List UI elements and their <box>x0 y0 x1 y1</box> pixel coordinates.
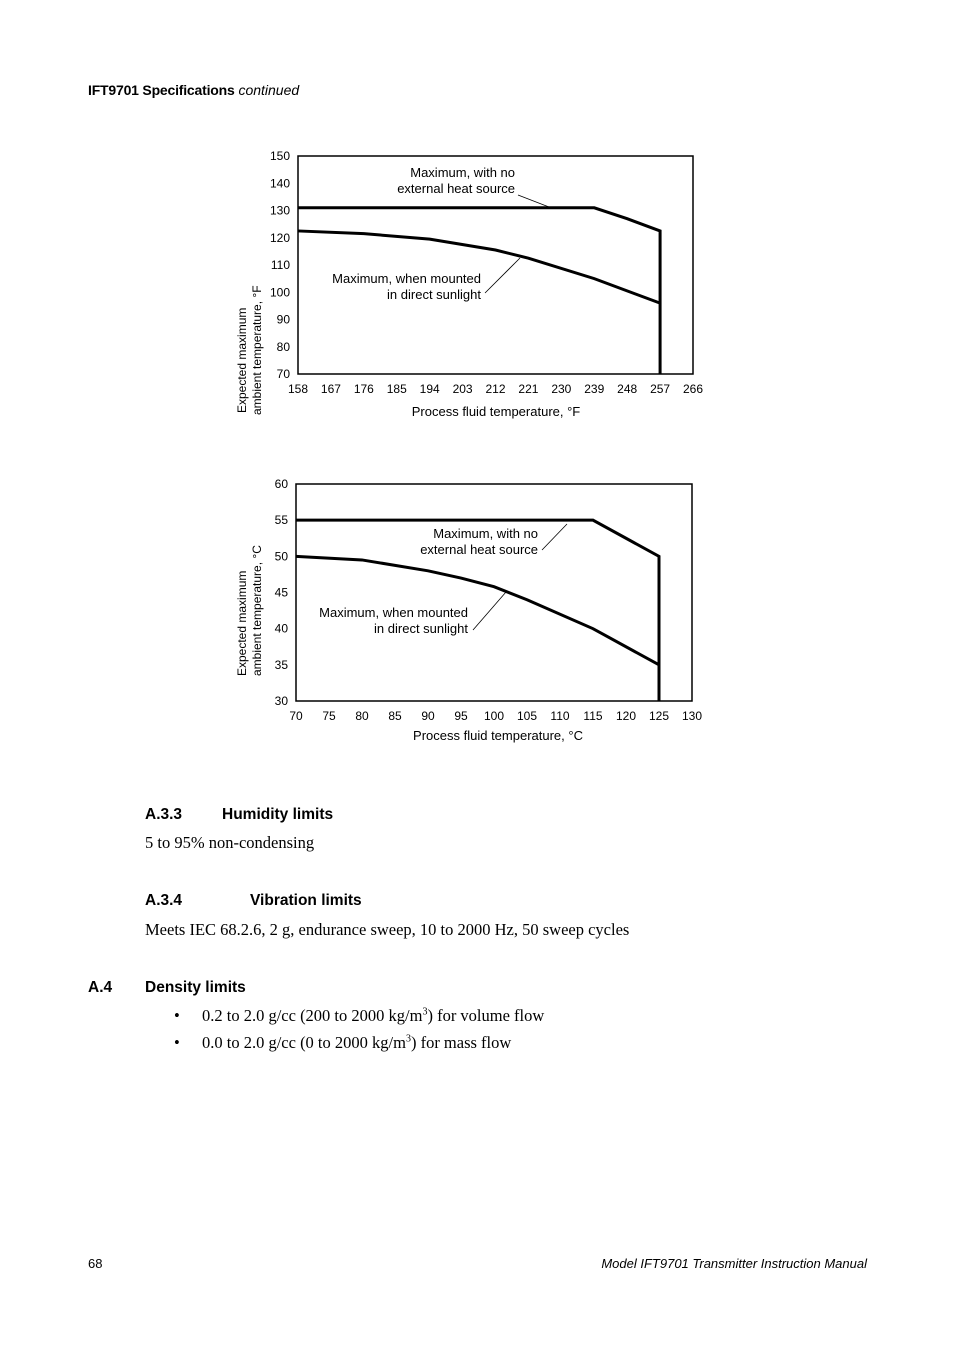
density-list <box>174 1006 544 1060</box>
y-tick-label: 140 <box>269 176 290 191</box>
section-heading-vibration <box>145 892 362 910</box>
series-1-label-line2: external heat source <box>420 542 538 557</box>
y-tick-label: 50 <box>274 549 288 564</box>
x-tick-label: 90 <box>421 709 435 723</box>
x-tick-label: 176 <box>353 382 374 396</box>
x-tick-label: 95 <box>454 709 468 723</box>
x-tick-label: 100 <box>483 709 505 723</box>
x-tick-label: 115 <box>583 709 603 723</box>
x-tick-label: 130 <box>681 709 703 723</box>
vibration-text: Meets IEC 68.2.6, 2 g, endurance sweep, 10 to 2000 Hz, 50 sweep cycles <box>145 920 630 939</box>
chart-celsius <box>0 470 954 760</box>
x-tick-label: 125 <box>648 709 670 723</box>
y-tick-label: 80 <box>276 339 290 354</box>
series-2-label-line1: Maximum, when mounted <box>332 271 481 286</box>
x-tick-label: 221 <box>518 382 539 396</box>
series-2-leader-line <box>473 592 506 630</box>
x-tick-label: 105 <box>516 709 538 723</box>
section-number: A.3.3 <box>145 806 183 823</box>
section-title: Vibration limits <box>250 892 362 909</box>
running-header <box>88 82 299 98</box>
list-item: • 0.2 to 2.0 g/cc (200 to 2000 $kg/m^3$) for volume flow <box>174 1006 545 1025</box>
header-title: IFT9701 Specifications <box>88 82 235 98</box>
x-tick-label: 185 <box>386 382 407 396</box>
x-tick-label: 75 <box>322 709 336 723</box>
y-tick-label: 30 <box>274 694 288 708</box>
humidity-text: 5 to 95% non-condensing <box>145 833 315 852</box>
section-heading-humidity <box>145 806 333 824</box>
x-tick-label: 85 <box>388 709 402 723</box>
x-tick-label: 257 <box>650 382 671 396</box>
y-tick-label: 150 <box>269 149 290 163</box>
y-tick-label: 55 <box>274 513 288 528</box>
list-item: • 0.0 to 2.0 g/cc (0 to 2000 $kg/m^3$) for mass flow <box>174 1033 512 1052</box>
series-2-leader-line <box>485 258 520 293</box>
x-tick-label: 194 <box>419 382 440 396</box>
bullet-icon: • <box>174 1006 180 1025</box>
x-tick-label: 110 <box>550 709 570 723</box>
y-tick-label: 45 <box>274 585 288 600</box>
series-2-label-line2: in direct sunlight <box>387 287 481 302</box>
manual-title: Model IFT9701 Transmitter Instruction Manual <box>601 1256 867 1271</box>
y-tick-label: 90 <box>276 312 290 327</box>
chart-y-label-line2: ambient temperature, °F <box>250 285 264 415</box>
section-heading-density <box>88 979 246 997</box>
section-number: A.3.4 <box>145 892 183 909</box>
chart-y-label-line2: ambient temperature, °C <box>250 545 264 676</box>
x-tick-label: 158 <box>287 382 309 396</box>
chart-y-label-line1: Expected maximum <box>235 570 249 676</box>
chart-x-label: Process fluid temperature, °C <box>413 728 583 743</box>
x-tick-label: 230 <box>551 382 572 396</box>
x-tick-label: 167 <box>320 382 341 396</box>
y-tick-label: 110 <box>270 258 290 272</box>
header-continued: continued <box>238 82 300 98</box>
chart-x-label: Process fluid temperature, °F <box>411 404 581 419</box>
chart-fahrenheit <box>0 140 954 430</box>
series-2-label-line1: Maximum, when mounted <box>319 605 468 620</box>
x-tick-label: 266 <box>682 382 704 396</box>
bullet-icon: • <box>174 1033 180 1052</box>
chart-y-label-line1: Expected maximum <box>235 307 249 413</box>
y-tick-label: 35 <box>274 657 288 672</box>
x-tick-label: 239 <box>584 382 605 396</box>
x-tick-label: 80 <box>355 709 369 723</box>
section-number: A.4 <box>88 979 113 996</box>
y-tick-label: 40 <box>274 621 288 636</box>
y-tick-label: 120 <box>269 230 290 245</box>
section-title: Humidity limits <box>222 806 334 823</box>
x-tick-label: 120 <box>615 709 637 723</box>
x-tick-label: 203 <box>452 382 473 396</box>
series-1-label-line1: Maximum, with no <box>410 165 515 180</box>
page-number: 68 <box>88 1256 103 1271</box>
y-tick-label: 130 <box>269 203 290 218</box>
series-1-label-line1: Maximum, with no <box>433 526 538 541</box>
y-tick-label: 70 <box>276 367 290 381</box>
series-1-label-line2: external heat source <box>397 181 515 196</box>
chart-celsius-svg <box>0 470 954 760</box>
x-tick-label: 248 <box>617 382 638 396</box>
series-1-leader-line <box>542 524 567 550</box>
chart-plot-frame <box>296 484 692 701</box>
y-tick-label: 100 <box>269 285 290 300</box>
chart-fahrenheit-svg <box>0 140 954 430</box>
y-tick-label: 60 <box>274 477 288 491</box>
series-2-label-line2: in direct sunlight <box>374 621 468 636</box>
x-tick-label: 212 <box>485 382 506 396</box>
section-title: Density limits <box>145 979 246 996</box>
series-1-leader-line <box>518 195 549 207</box>
x-tick-label: 70 <box>289 709 303 723</box>
